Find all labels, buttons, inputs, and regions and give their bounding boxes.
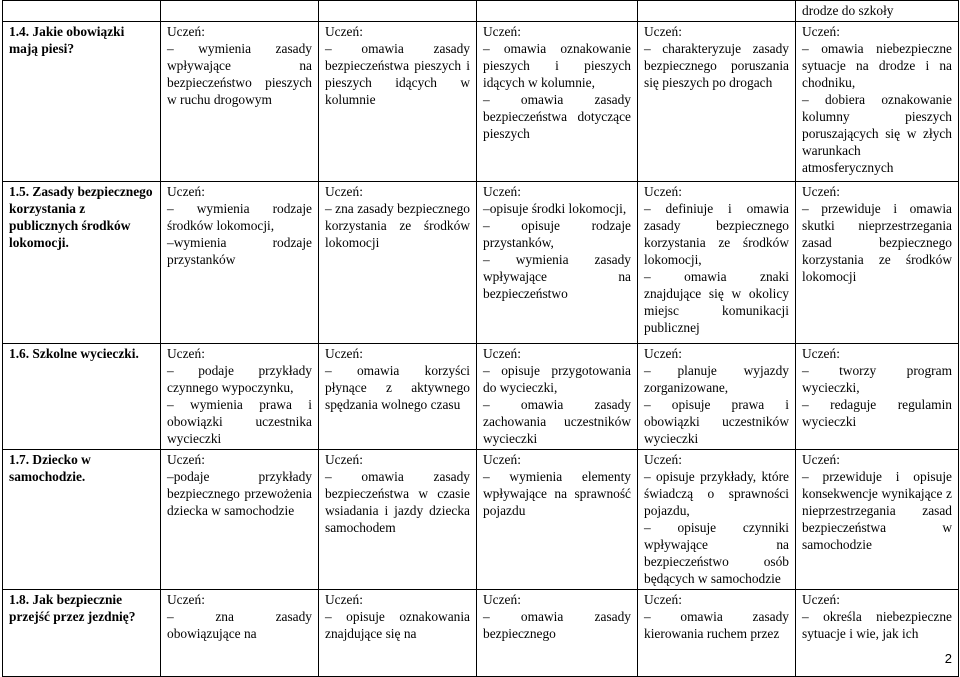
curriculum-table-body [3, 1, 959, 677]
topic-cell [3, 1, 161, 22]
table-row [3, 22, 959, 182]
requirement-cell [161, 450, 319, 590]
requirement-cell [161, 590, 319, 677]
requirement-cell [638, 22, 796, 182]
curriculum-table [2, 0, 959, 677]
requirement-item: –wymienia rodzaje przystanków [167, 235, 312, 267]
student-label: Uczeń: [802, 452, 840, 467]
student-label: Uczeń: [644, 184, 682, 199]
requirement-item: drodze do szkoły [802, 3, 894, 18]
requirement-cell [161, 344, 319, 450]
student-label: Uczeń: [483, 24, 521, 39]
requirement-cell [319, 450, 477, 590]
requirement-cell [161, 22, 319, 182]
student-label: Uczeń: [325, 346, 363, 361]
requirement-item: – omawia zasady zachowania uczestników wycieczki [483, 397, 631, 446]
page-number: 2 [944, 651, 952, 666]
requirement-item: – opisuje prawa i obowiązki uczestników wycieczki [644, 397, 789, 446]
topic-cell: 1.6. Szkolne wycieczki. [3, 344, 161, 450]
student-label: Uczeń: [167, 346, 205, 361]
requirement-item: – opisuje czynniki wpływające na bezpieczeństwo osób będących w samochodzie [644, 520, 789, 586]
student-label: Uczeń: [483, 346, 521, 361]
student-label: Uczeń: [167, 184, 205, 199]
requirement-item: – omawia znaki znajdujące się w okolicy miejsc komunikacji publicznej [644, 269, 789, 335]
student-label: Uczeń: [167, 592, 205, 607]
requirement-cell [319, 1, 477, 22]
requirement-item: – omawia zasady bezpiecznego [483, 609, 631, 641]
requirement-item: – omawia korzyści płynące z aktywnego spędzania wolnego czasu [325, 363, 470, 412]
student-label: Uczeń: [483, 452, 521, 467]
requirement-cell [477, 1, 638, 22]
requirement-item: – określa niebezpieczne sytuacje i wie, jak ich [802, 609, 952, 641]
student-label: Uczeń: [802, 24, 840, 39]
requirement-cell [161, 182, 319, 344]
requirement-cell [796, 1, 959, 22]
student-label: Uczeń: [483, 592, 521, 607]
requirement-cell [796, 344, 959, 450]
requirement-item: – omawia oznakowanie pieszych i pieszych idących w kolumnie, [483, 41, 631, 90]
student-label: Uczeń: [167, 452, 205, 467]
student-label: Uczeń: [167, 24, 205, 39]
student-label: Uczeń: [325, 24, 363, 39]
student-label: Uczeń: [802, 346, 840, 361]
requirement-item: – dobiera oznakowanie kolumny pieszych poruszających się w złych warunkach atmosferycznych [802, 92, 952, 175]
requirement-cell [319, 590, 477, 677]
topic-cell: 1.5. Zasady bezpiecznego korzystania z publicznych środków lokomocji. [3, 182, 161, 344]
student-label: Uczeń: [325, 452, 363, 467]
requirement-cell [638, 344, 796, 450]
requirement-item: – omawia zasady kierowania ruchem przez [644, 609, 789, 641]
student-label: Uczeń: [325, 184, 363, 199]
requirement-item: – omawia zasady bezpieczeństwa w czasie wsiadania i jazdy dziecka samochodem [325, 469, 470, 535]
requirement-cell [638, 182, 796, 344]
requirement-item: – charakteryzuje zasady bezpiecznego poruszania się pieszych po drogach [644, 41, 789, 90]
requirement-cell [319, 22, 477, 182]
requirement-cell [477, 450, 638, 590]
requirement-cell [477, 22, 638, 182]
table-row [3, 1, 959, 22]
requirement-cell [477, 182, 638, 344]
student-label: Uczeń: [644, 452, 682, 467]
table-row [3, 344, 959, 450]
student-label: Uczeń: [644, 24, 682, 39]
requirement-cell [319, 182, 477, 344]
requirement-item: – wymienia prawa i obowiązki uczestnika wycieczki [167, 397, 312, 446]
requirement-cell [638, 450, 796, 590]
requirement-item: – zna zasady obowiązujące na [167, 609, 312, 641]
requirement-cell [161, 1, 319, 22]
requirement-item: –podaje przykłady bezpiecznego przewożenia dziecka w samochodzie [167, 469, 312, 518]
requirement-item: –opisuje środki lokomocji, [483, 201, 627, 216]
requirement-item: – zna zasady bezpiecznego korzystania ze środków lokomocji [325, 201, 470, 250]
requirement-item: – definiuje i omawia zasady bezpiecznego korzystania ze środków lokomocji, [644, 201, 789, 267]
table-row [3, 450, 959, 590]
student-label: Uczeń: [325, 592, 363, 607]
requirement-item: – wymienia rodzaje środków lokomocji, [167, 201, 312, 233]
requirement-item: – omawia zasady bezpieczeństwa dotyczące pieszych [483, 92, 631, 141]
requirement-item: – opisuje przykłady, które świadczą o sprawności pojazdu, [644, 469, 789, 518]
topic-cell: 1.7. Dziecko w samochodzie. [3, 450, 161, 590]
table-row [3, 590, 959, 677]
requirement-item: – wymienia zasady wpływające na bezpieczeństwo [483, 252, 631, 301]
topic-cell: 1.8. Jak bezpiecznie przejść przez jezdnię? [3, 590, 161, 677]
requirement-cell [477, 590, 638, 677]
requirement-cell [319, 344, 477, 450]
table-row [3, 182, 959, 344]
requirement-item: – opisuje rodzaje przystanków, [483, 218, 631, 250]
requirement-item: – planuje wyjazdy zorganizowane, [644, 363, 789, 395]
requirement-item: – opisuje przygotowania do wycieczki, [483, 363, 631, 395]
requirement-item: – omawia zasady bezpieczeństwa pieszych i pieszych idących w kolumnie [325, 41, 470, 107]
requirement-item: – opisuje oznakowania znajdujące się na [325, 609, 470, 641]
student-label: Uczeń: [802, 184, 840, 199]
requirement-item: – przewiduje i opisuje konsekwencje wynikające z nieprzestrzegania zasad bezpieczeństwa w samochodzie [802, 469, 952, 552]
requirement-item: – wymienia elementy wpływające na sprawność pojazdu [483, 469, 631, 518]
student-label: Uczeń: [483, 184, 521, 199]
requirement-item: – podaje przykłady czynnego wypoczynku, [167, 363, 312, 395]
requirement-cell [796, 590, 959, 677]
requirement-item: – tworzy program wycieczki, [802, 363, 952, 395]
requirement-cell [638, 590, 796, 677]
requirement-cell [796, 450, 959, 590]
requirement-item: – omawia niebezpieczne sytuacje na drodze i na chodniku, [802, 41, 952, 90]
requirement-cell [477, 344, 638, 450]
topic-cell: 1.4. Jakie obowiązki mają piesi? [3, 22, 161, 182]
requirement-item: – przewiduje i omawia skutki nieprzestrzegania zasad bezpiecznego korzystania ze środków lokomocji [802, 201, 952, 284]
requirement-cell [796, 182, 959, 344]
requirement-item: – redaguje regulamin wycieczki [802, 397, 952, 429]
requirement-cell [638, 1, 796, 22]
student-label: Uczeń: [644, 592, 682, 607]
student-label: Uczeń: [644, 346, 682, 361]
requirement-item: – wymienia zasady wpływające na bezpieczeństwo pieszych w ruchu drogowym [167, 41, 312, 107]
student-label: Uczeń: [802, 592, 840, 607]
requirement-cell [796, 22, 959, 182]
